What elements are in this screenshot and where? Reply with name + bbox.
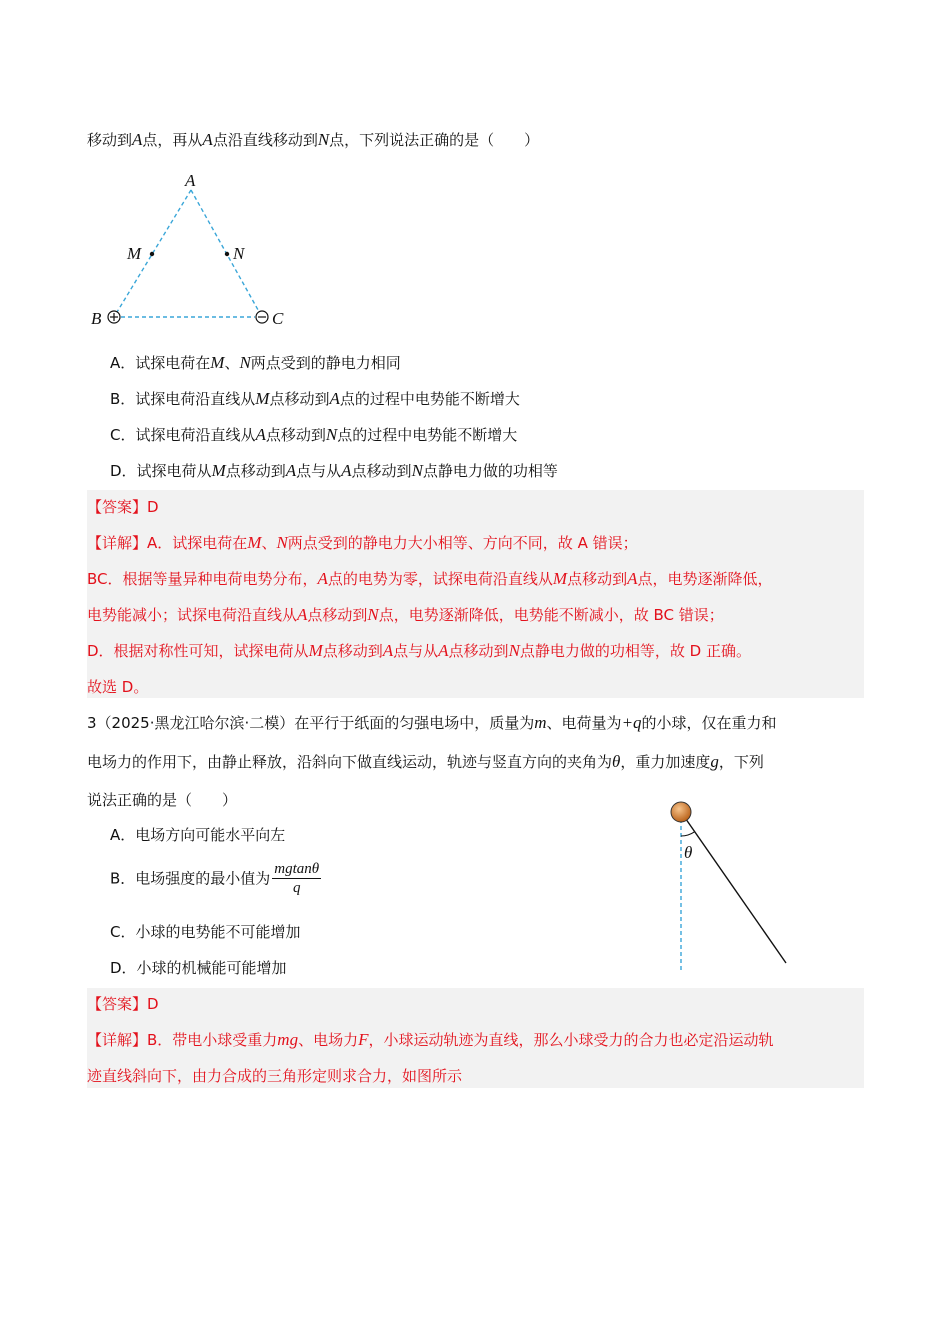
q2-analysis-line-1: 【详解】A．试探电荷在M、N两点受到的静电力大小相等、方向不同，故 A 错误；: [87, 533, 638, 552]
q2-analysis-line-5: 故选 D。: [87, 678, 149, 696]
point-n: [225, 252, 229, 256]
q2-answer-label: 【答案】D: [87, 498, 159, 516]
ball: [671, 802, 691, 822]
triangle-diagram: [85, 170, 295, 330]
q2-stem: 移动到A点，再从A点沿直线移动到N点，下列说法正确的是（ ）: [87, 130, 540, 149]
q3-analysis-line-2: 迹直线斜向下，由力合成的三角形定则求合力，如图所示: [87, 1067, 463, 1085]
label-n: N: [233, 244, 245, 263]
q2-analysis-line-3: 电势能减小；试探电荷沿直线从A点移动到N点，电势逐渐降低，电势能不断减小，故 BC 错误；: [87, 605, 724, 624]
field-strength-fraction: $\frac{mgtan\theta}{q}$: [274, 861, 320, 896]
angle-arc: [681, 832, 695, 836]
q3-option-d: D．小球的机械能可能增加: [110, 959, 287, 977]
q2-analysis-line-4: D．根据对称性可知，试探电荷从M点移动到A点与从A点移动到N点静电力做的功相等，故 D 正确。: [87, 641, 751, 660]
q2-option-b: B．试探电荷沿直线从M点移动到A点的过程中电势能不断增大: [110, 389, 520, 408]
q2-option-c: C．试探电荷沿直线从A点移动到N点的过程中电势能不断增大: [110, 425, 518, 444]
q3-stem-line-2: 电场力的作用下，由静止释放，沿斜向下做直线运动，轨迹与竖直方向的夹角为θ，重力加速度g，下列: [87, 752, 764, 771]
q3-option-b: B．电场强度的最小值为 $\frac{mgtan\theta}{q}$: [110, 861, 320, 896]
label-m: M: [127, 244, 142, 263]
q3-stem-line-3: 说法正确的是（ ）: [87, 791, 238, 809]
q3-answer-label: 【答案】D: [87, 995, 159, 1013]
label-b: B: [91, 309, 102, 328]
q3-analysis-line-1: 【详解】B．带电小球受重力mg、电场力F，小球运动轨迹为直线，那么小球受力的合力也必定沿运动轨: [87, 1030, 774, 1049]
incline-trajectory-diagram: [665, 798, 795, 978]
q2-option-d: D．试探电荷从M点移动到A点与从A点移动到N点静电力做的功相等: [110, 461, 558, 480]
theta-label: θ: [684, 843, 693, 862]
label-a: A: [185, 171, 196, 190]
q3-option-a: A．电场方向可能水平向左: [110, 826, 286, 844]
q3-stem-line-1: 3（2025·黑龙江哈尔滨·二模）在平行于纸面的匀强电场中，质量为m、电荷量为+q的小球，仅在重力和: [87, 713, 777, 732]
point-m: [150, 252, 154, 256]
q2-option-a: A．试探电荷在M、N两点受到的静电力相同: [110, 353, 401, 372]
q2-analysis-line-2: BC．根据等量异种电荷电势分布，A点的电势为零，试探电荷沿直线从M点移动到A点，电势逐渐降低，: [87, 569, 773, 588]
q2-answer-box: [87, 490, 864, 698]
label-c: C: [272, 309, 284, 328]
trajectory-line: [681, 812, 786, 963]
q3-option-c: C．小球的电势能不可能增加: [110, 923, 301, 941]
